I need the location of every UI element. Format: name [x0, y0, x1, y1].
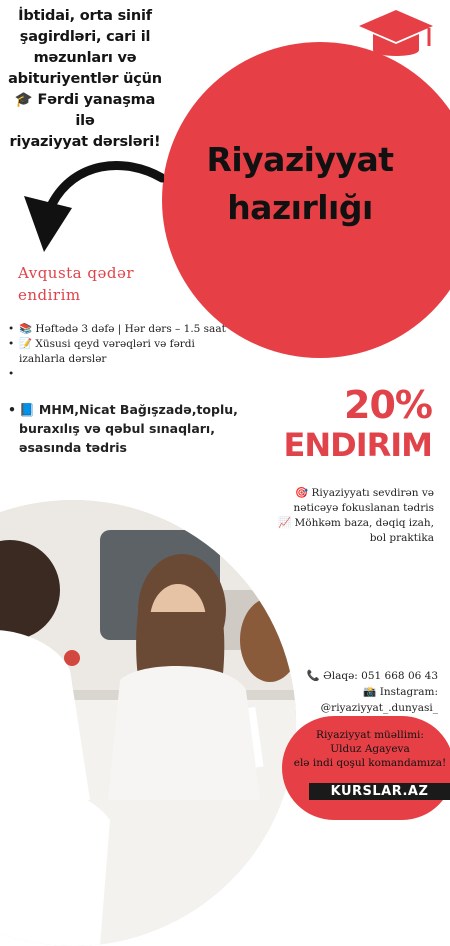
title-line: hazırlığı: [227, 188, 373, 227]
students-photo: [0, 500, 296, 946]
intro-line: abituriyentlər üçün: [8, 71, 162, 87]
list-item: • 📘 MHM,Nicat Bağışzadə,toplu, buraxılış və qəbul sınaqları, əsasında tədris: [8, 400, 266, 457]
photo-illustration: [0, 500, 296, 946]
teacher-cta: elə indi qoşul komandamıza!: [293, 757, 447, 769]
teacher-line: Riyaziyyat müəllimi:: [316, 729, 424, 741]
watermark-badge: KURSLAR.AZ: [309, 783, 450, 800]
teacher-text: [290, 728, 450, 770]
intro-line: məzunları və: [33, 50, 137, 66]
promo-text: [18, 262, 134, 306]
feature-line: 🎯 Riyaziyyatı sevdirən və: [295, 487, 434, 499]
intro-line: şagirdləri, cari il: [19, 29, 151, 45]
discount-value: 20%: [344, 383, 432, 427]
teacher-name: Ulduz Agayeva: [330, 743, 410, 755]
schedule-list: [8, 322, 236, 382]
intro-text: [6, 6, 164, 153]
feature-line: 📈 Möhkəm baza, dəqiq izah,: [278, 517, 434, 529]
promo-line: Avqusta qədər: [18, 264, 135, 282]
discount-word: ENDIRIM: [283, 426, 432, 464]
contact-info: [294, 668, 438, 716]
topics-list: [8, 400, 266, 457]
intro-line: İbtidai, orta sinif: [18, 8, 152, 24]
phone-line[interactable]: 📞 Əlaqə: 051 668 06 43: [306, 670, 438, 682]
instagram-label: 📸 Instagram:: [363, 686, 438, 698]
title-line: Riyaziyyat: [206, 140, 394, 179]
feature-line: bol praktika: [369, 532, 434, 544]
graduation-cap-icon: [357, 6, 435, 66]
intro-line: riyaziyyat dərsləri!: [9, 134, 161, 150]
features-text: [240, 486, 434, 546]
list-item: • 📚 Həftədə 3 dəfə | Hər dərs – 1.5 saat: [8, 322, 236, 337]
promo-line: endirim: [18, 286, 81, 304]
page-title: [180, 136, 420, 232]
intro-line: 🎓 Fərdi yanaşma ilə: [14, 92, 156, 129]
instagram-handle[interactable]: @riyaziyyat_.dunyasi_: [320, 702, 438, 714]
curved-arrow-icon: [14, 156, 164, 256]
list-item: [8, 367, 236, 382]
list-item: • 📝 Xüsusi qeyd vərəqləri və fərdi izahlarla dərslər: [8, 337, 236, 367]
feature-line: nəticəyə fokuslanan tədris: [293, 502, 434, 514]
